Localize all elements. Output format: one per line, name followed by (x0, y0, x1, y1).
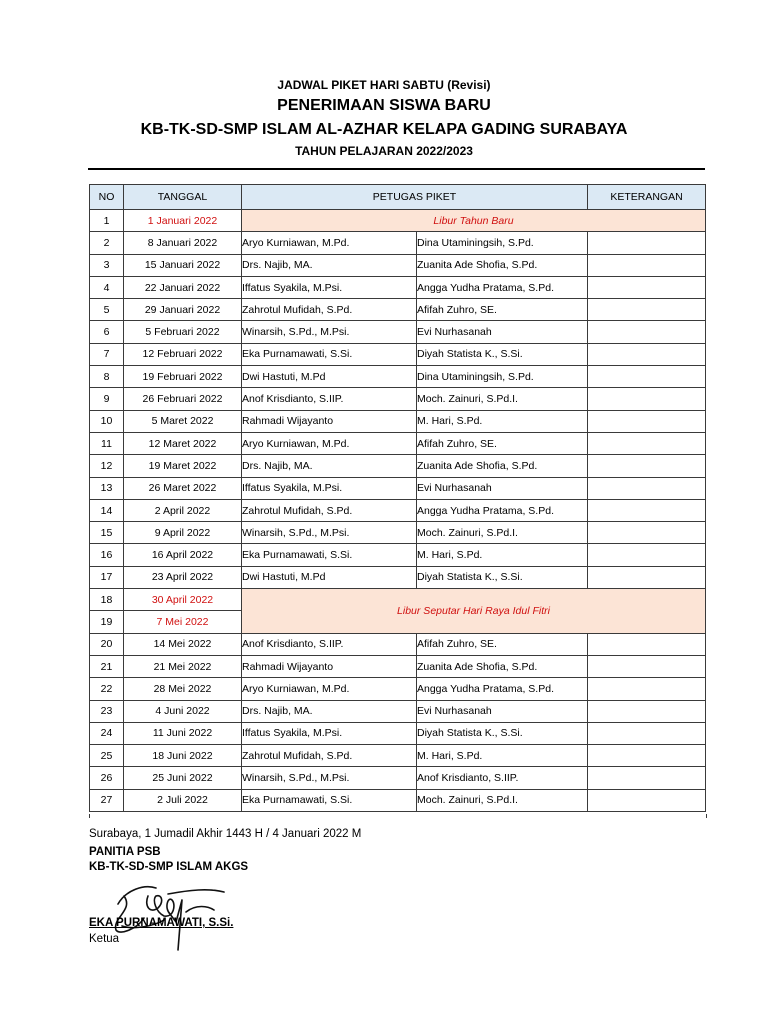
row-number: 3 (90, 254, 124, 276)
row-date: 8 Januari 2022 (124, 232, 242, 254)
signer-role: Ketua (89, 933, 120, 945)
officer-1: Rahmadi Wijayanto (242, 655, 417, 677)
row-note (588, 388, 706, 410)
table-row (90, 455, 706, 477)
row-note (588, 722, 706, 744)
table-row (90, 678, 706, 700)
officer-2: Afifah Zuhro, SE. (417, 299, 588, 321)
officer-1: Iffatus Syakila, M.Psi. (242, 276, 417, 298)
header-divider (88, 168, 705, 170)
col-header-tanggal: TANGGAL (124, 185, 242, 210)
officer-1: Rahmadi Wijayanto (242, 410, 417, 432)
officer-2: Anof Krisdianto, S.IIP. (417, 767, 588, 789)
row-date: 5 Februari 2022 (124, 321, 242, 343)
officer-1: Eka Purnamawati, S.Si. (242, 544, 417, 566)
row-date: 26 Februari 2022 (124, 388, 242, 410)
row-note (588, 745, 706, 767)
row-date: 19 Maret 2022 (124, 455, 242, 477)
table-row (90, 522, 706, 544)
row-note (588, 678, 706, 700)
signer-name: EKA PURNAMAWATI, S.Si. (89, 917, 234, 929)
row-date: 2 April 2022 (124, 499, 242, 521)
row-number: 23 (90, 700, 124, 722)
col-header-petugas: PETUGAS PIKET (242, 185, 588, 210)
officer-2: Angga Yudha Pratama, S.Pd. (417, 499, 588, 521)
table-row (90, 745, 706, 767)
officer-2: Diyah Statista K., S.Si. (417, 722, 588, 744)
officer-1: Zahrotul Mufidah, S.Pd. (242, 299, 417, 321)
officer-2: M. Hari, S.Pd. (417, 410, 588, 432)
table-row (90, 633, 706, 655)
table-row (90, 767, 706, 789)
col-header-keterangan: KETERANGAN (588, 185, 706, 210)
row-date: 21 Mei 2022 (124, 655, 242, 677)
row-date: 29 Januari 2022 (124, 299, 242, 321)
row-date: 4 Juni 2022 (124, 700, 242, 722)
row-date: 18 Juni 2022 (124, 745, 242, 767)
table-row (90, 722, 706, 744)
row-date: 16 April 2022 (124, 544, 242, 566)
officer-1: Eka Purnamawati, S.Si. (242, 789, 417, 811)
table-row (90, 343, 706, 365)
officer-1: Anof Krisdianto, S.IIP. (242, 633, 417, 655)
row-date: 26 Maret 2022 (124, 477, 242, 499)
table-row (90, 589, 706, 611)
row-date: 12 Februari 2022 (124, 343, 242, 365)
officer-1: Anof Krisdianto, S.IIP. (242, 388, 417, 410)
row-number: 1 (90, 210, 124, 232)
table-row (90, 254, 706, 276)
row-date: 1 Januari 2022 (124, 210, 242, 232)
row-note (588, 477, 706, 499)
school-short-name: KB-TK-SD-SMP ISLAM AKGS (89, 861, 249, 873)
holiday-note: Libur Tahun Baru (242, 210, 706, 232)
schedule-table (89, 184, 706, 812)
row-number: 16 (90, 544, 124, 566)
officer-2: Moch. Zainuri, S.Pd.I. (417, 789, 588, 811)
row-number: 18 (90, 589, 124, 611)
table-header-row (90, 185, 706, 210)
table-row (90, 566, 706, 588)
row-note (588, 789, 706, 811)
officer-1: Winarsih, S.Pd., M.Psi. (242, 321, 417, 343)
officer-1: Zahrotul Mufidah, S.Pd. (242, 745, 417, 767)
row-note (588, 410, 706, 432)
col-header-no: NO (90, 185, 124, 210)
row-number: 24 (90, 722, 124, 744)
officer-2: Dina Utaminingsih, S.Pd. (417, 232, 588, 254)
officer-2: Moch. Zainuri, S.Pd.I. (417, 388, 588, 410)
row-number: 27 (90, 789, 124, 811)
school-name: KB-TK-SD-SMP ISLAM AL-AZHAR KELAPA GADING SURABAYA (140, 121, 628, 138)
officer-2: M. Hari, S.Pd. (417, 544, 588, 566)
table-row (90, 499, 706, 521)
row-number: 5 (90, 299, 124, 321)
officer-2: Dina Utaminingsih, S.Pd. (417, 366, 588, 388)
table-continuation (89, 814, 707, 818)
row-note (588, 566, 706, 588)
officer-2: Afifah Zuhro, SE. (417, 633, 588, 655)
row-number: 8 (90, 366, 124, 388)
officer-1: Zahrotul Mufidah, S.Pd. (242, 499, 417, 521)
officer-1: Iffatus Syakila, M.Psi. (242, 477, 417, 499)
officer-2: Angga Yudha Pratama, S.Pd. (417, 678, 588, 700)
table-row (90, 789, 706, 811)
academic-year: TAHUN PELAJARAN 2022/2023 (295, 144, 473, 158)
row-note (588, 455, 706, 477)
row-date: 5 Maret 2022 (124, 410, 242, 432)
table-row (90, 388, 706, 410)
row-number: 20 (90, 633, 124, 655)
row-number: 22 (90, 678, 124, 700)
table-row (90, 299, 706, 321)
row-number: 17 (90, 566, 124, 588)
row-number: 10 (90, 410, 124, 432)
row-date: 19 Februari 2022 (124, 366, 242, 388)
row-date: 28 Mei 2022 (124, 678, 242, 700)
officer-2: Evi Nurhasanah (417, 477, 588, 499)
officer-2: Afifah Zuhro, SE. (417, 432, 588, 454)
row-date: 30 April 2022 (124, 589, 242, 611)
row-number: 2 (90, 232, 124, 254)
row-note (588, 499, 706, 521)
row-note (588, 232, 706, 254)
row-date: 7 Mei 2022 (124, 611, 242, 633)
row-number: 14 (90, 499, 124, 521)
row-number: 13 (90, 477, 124, 499)
row-date: 23 April 2022 (124, 566, 242, 588)
table-row (90, 700, 706, 722)
officer-2: Evi Nurhasanah (417, 321, 588, 343)
committee-name: PANITIA PSB (89, 846, 161, 858)
officer-1: Aryo Kurniawan, M.Pd. (242, 678, 417, 700)
table-row (90, 477, 706, 499)
row-number: 12 (90, 455, 124, 477)
officer-1: Dwi Hastuti, M.Pd (242, 366, 417, 388)
table-row (90, 544, 706, 566)
row-number: 7 (90, 343, 124, 365)
row-date: 2 Juli 2022 (124, 789, 242, 811)
officer-1: Winarsih, S.Pd., M.Psi. (242, 767, 417, 789)
row-number: 4 (90, 276, 124, 298)
row-note (588, 343, 706, 365)
row-date: 22 Januari 2022 (124, 276, 242, 298)
officer-2: Diyah Statista K., S.Si. (417, 343, 588, 365)
table-row (90, 432, 706, 454)
row-date: 25 Juni 2022 (124, 767, 242, 789)
row-number: 25 (90, 745, 124, 767)
table-row (90, 210, 706, 232)
officer-2: Zuanita Ade Shofia, S.Pd. (417, 655, 588, 677)
table-body (90, 210, 706, 812)
row-note (588, 700, 706, 722)
row-date: 9 April 2022 (124, 522, 242, 544)
doc-subtitle: PENERIMAAN SISWA BARU (277, 97, 491, 114)
officer-2: Diyah Statista K., S.Si. (417, 566, 588, 588)
officer-1: Drs. Najib, MA. (242, 700, 417, 722)
row-number: 15 (90, 522, 124, 544)
row-date: 11 Juni 2022 (124, 722, 242, 744)
doc-title: JADWAL PIKET HARI SABTU (Revisi) (277, 78, 491, 92)
officer-2: Evi Nurhasanah (417, 700, 588, 722)
row-note (588, 321, 706, 343)
row-date: 14 Mei 2022 (124, 633, 242, 655)
officer-2: Zuanita Ade Shofia, S.Pd. (417, 254, 588, 276)
officer-2: Angga Yudha Pratama, S.Pd. (417, 276, 588, 298)
row-number: 26 (90, 767, 124, 789)
officer-2: Moch. Zainuri, S.Pd.I. (417, 522, 588, 544)
officer-2: Zuanita Ade Shofia, S.Pd. (417, 455, 588, 477)
officer-1: Drs. Najib, MA. (242, 455, 417, 477)
table-row (90, 655, 706, 677)
row-note (588, 633, 706, 655)
row-note (588, 366, 706, 388)
row-number: 11 (90, 432, 124, 454)
officer-1: Aryo Kurniawan, M.Pd. (242, 432, 417, 454)
row-number: 21 (90, 655, 124, 677)
row-note (588, 254, 706, 276)
signature (104, 860, 234, 960)
row-note (588, 276, 706, 298)
row-number: 9 (90, 388, 124, 410)
officer-2: M. Hari, S.Pd. (417, 745, 588, 767)
holiday-note: Libur Seputar Hari Raya Idul Fitri (242, 589, 706, 634)
row-note (588, 767, 706, 789)
row-note (588, 299, 706, 321)
officer-1: Eka Purnamawati, S.Si. (242, 343, 417, 365)
row-number: 19 (90, 611, 124, 633)
row-date: 15 Januari 2022 (124, 254, 242, 276)
table-row (90, 321, 706, 343)
officer-1: Iffatus Syakila, M.Psi. (242, 722, 417, 744)
officer-1: Drs. Najib, MA. (242, 254, 417, 276)
officer-1: Dwi Hastuti, M.Pd (242, 566, 417, 588)
officer-1: Winarsih, S.Pd., M.Psi. (242, 522, 417, 544)
row-note (588, 432, 706, 454)
place-date: Surabaya, 1 Jumadil Akhir 1443 H / 4 Januari 2022 M (89, 828, 362, 840)
row-note (588, 544, 706, 566)
table-row (90, 232, 706, 254)
table-row (90, 366, 706, 388)
row-number: 6 (90, 321, 124, 343)
row-note (588, 522, 706, 544)
row-note (588, 655, 706, 677)
officer-1: Aryo Kurniawan, M.Pd. (242, 232, 417, 254)
row-date: 12 Maret 2022 (124, 432, 242, 454)
table-row (90, 276, 706, 298)
table-row (90, 410, 706, 432)
